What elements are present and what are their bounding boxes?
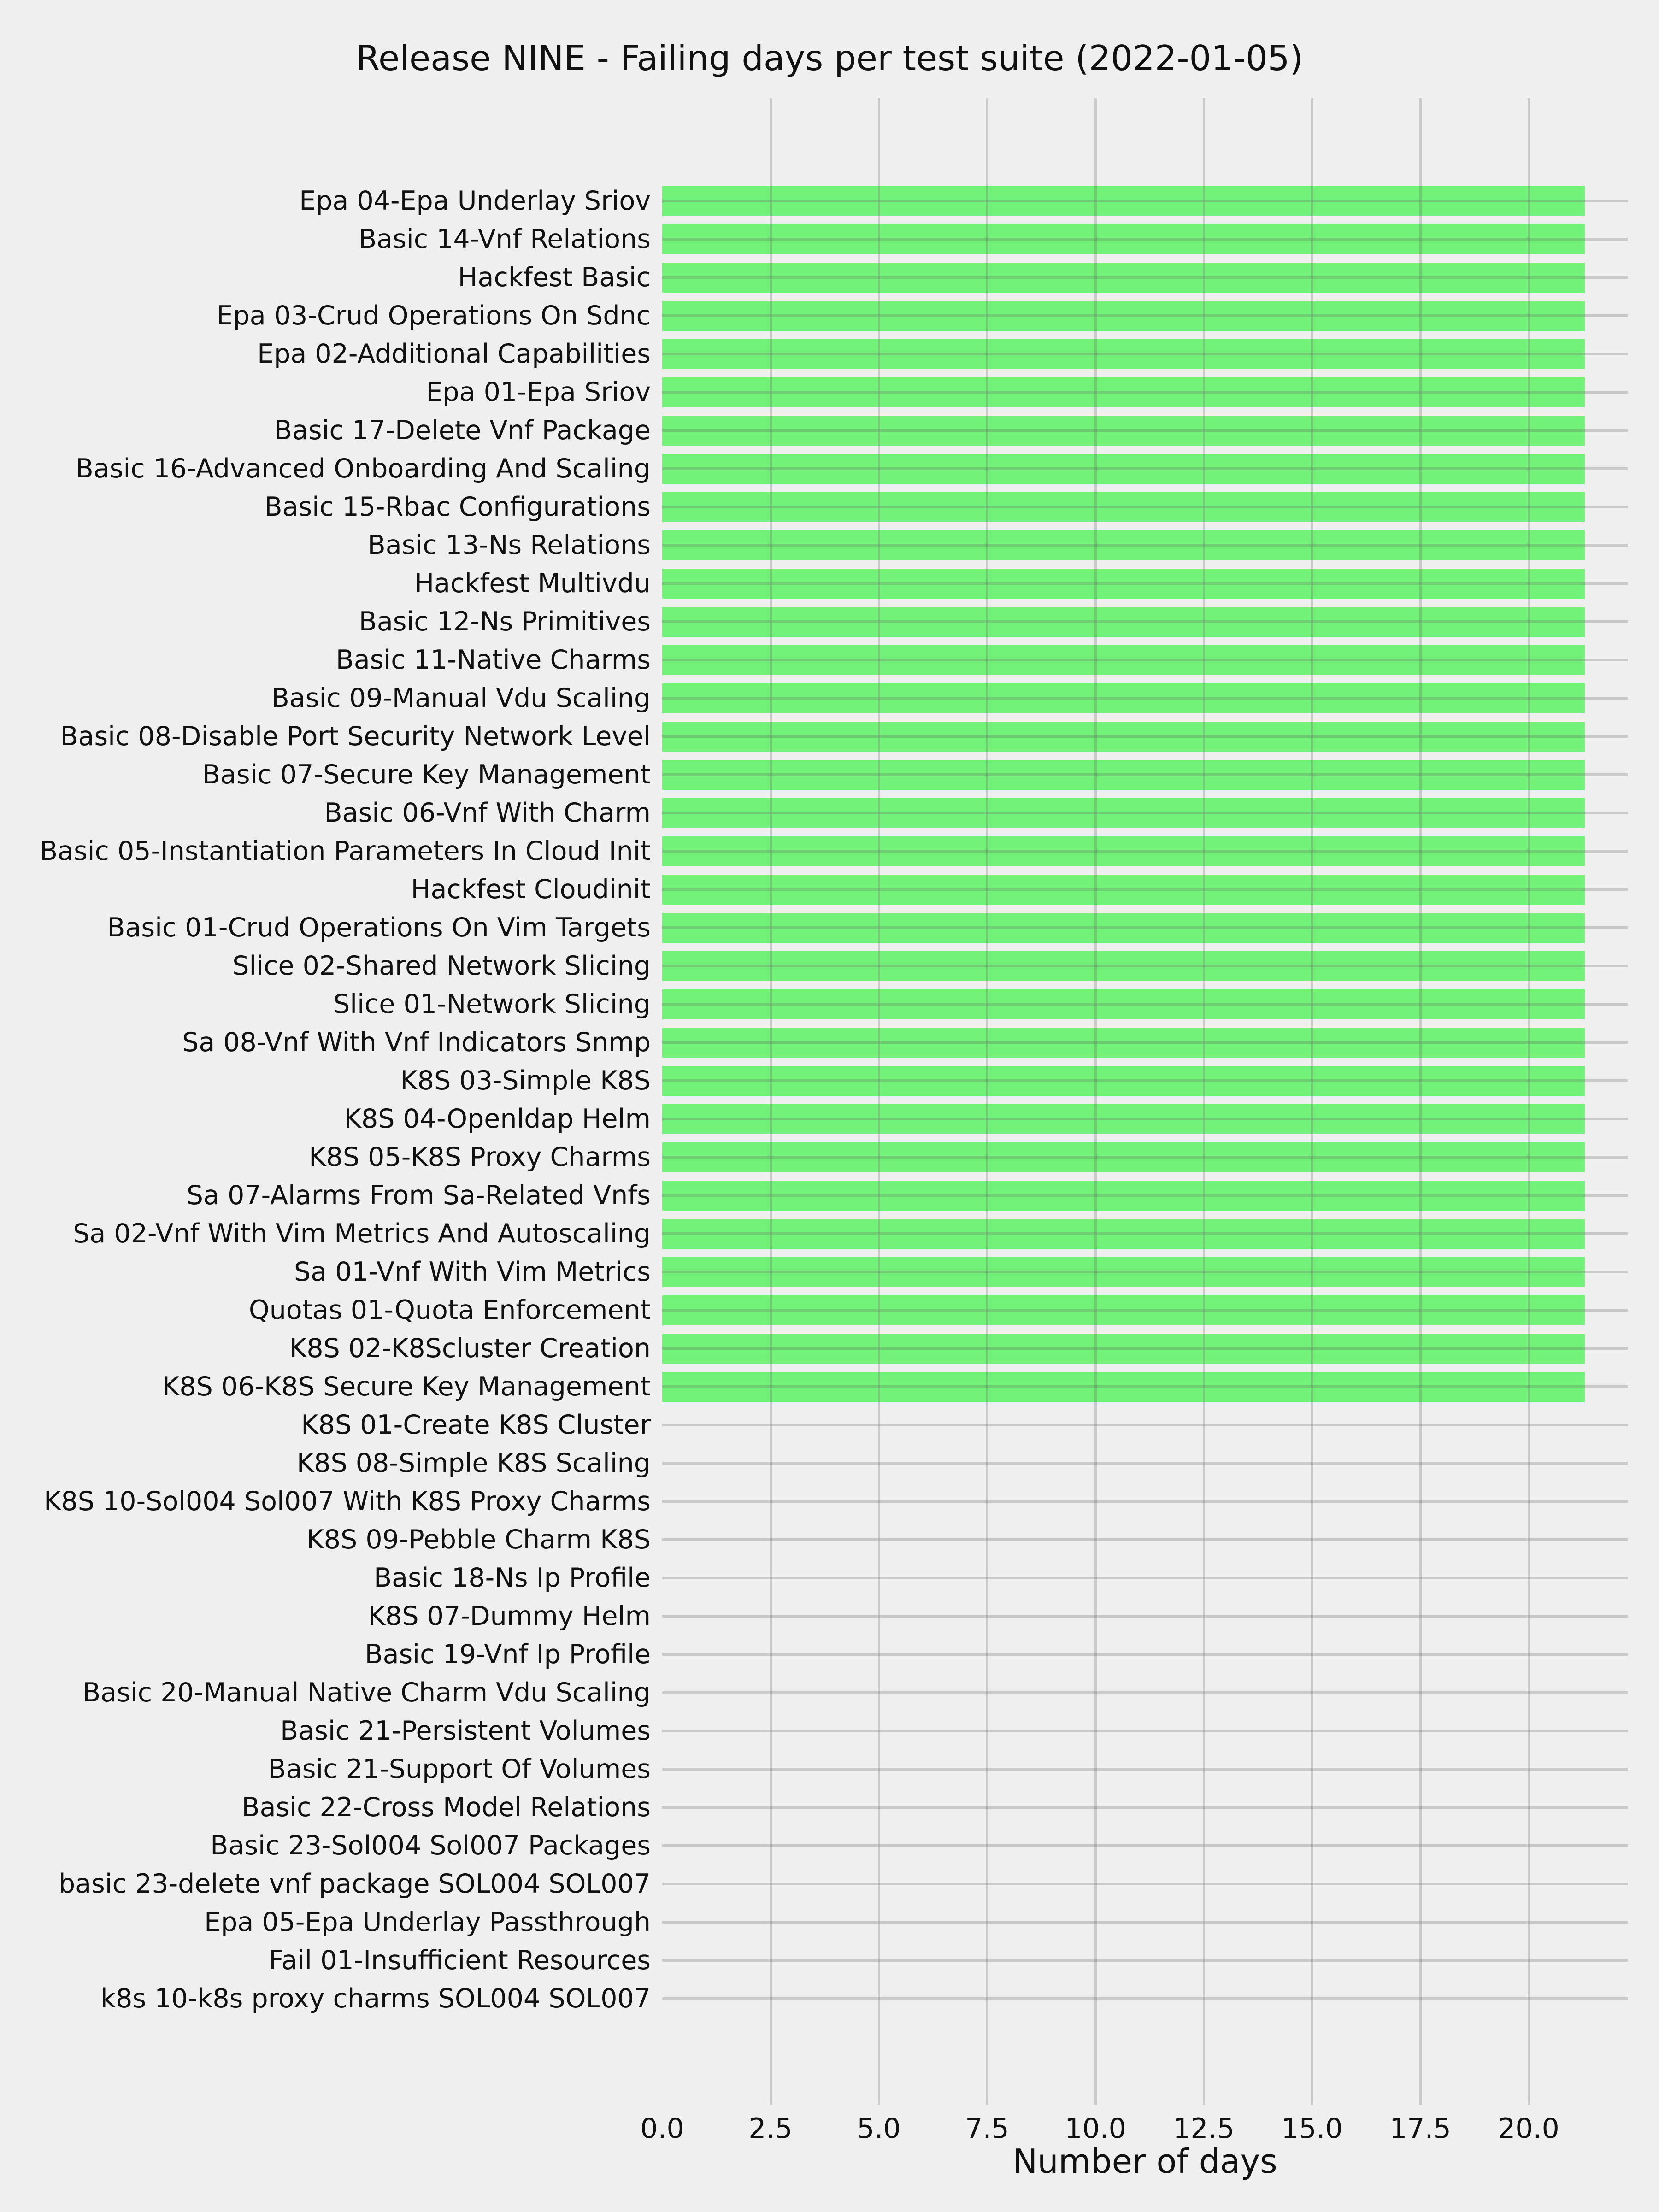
x-tick-label: 15.0	[1281, 2112, 1343, 2145]
y-tick-label: Basic 06-Vnf With Charm	[324, 798, 651, 828]
y-gridline	[662, 1118, 1628, 1120]
y-gridline	[662, 353, 1628, 355]
y-tick-label: Basic 20-Manual Native Charm Vdu Scaling	[82, 1677, 651, 1708]
x-tick-label: 12.5	[1173, 2112, 1235, 2145]
y-tick-label: Basic 09-Manual Vdu Scaling	[271, 683, 651, 713]
y-tick-label: Basic 22-Cross Model Relations	[241, 1792, 651, 1823]
y-gridline	[662, 1079, 1628, 1082]
y-tick-label: K8S 06-K8S Secure Key Management	[162, 1371, 651, 1402]
y-gridline	[662, 1653, 1628, 1656]
y-gridline	[662, 1003, 1628, 1006]
y-gridline	[662, 620, 1628, 623]
y-tick-label: Basic 18-Ns Ip Profile	[374, 1563, 651, 1593]
y-tick-label: Slice 01-Network Slicing	[333, 989, 651, 1019]
y-tick-label: Basic 11-Native Charms	[335, 645, 651, 675]
x-gridline	[1419, 98, 1422, 2105]
y-tick-label: Basic 16-Advanced Onboarding And Scaling	[75, 453, 651, 484]
y-tick-label: Basic 15-Rbac Configurations	[264, 492, 651, 522]
y-gridline	[662, 659, 1628, 661]
y-gridline	[662, 926, 1628, 929]
y-tick-label: Hackfest Cloudinit	[411, 874, 651, 905]
x-tick-label: 10.0	[1065, 2112, 1126, 2145]
x-tick-label: 0.0	[640, 2112, 684, 2145]
y-gridline	[662, 276, 1628, 279]
y-tick-label: Basic 21-Support Of Volumes	[268, 1754, 651, 1784]
x-tick-label: 2.5	[748, 2112, 793, 2145]
y-gridline	[662, 1997, 1628, 2000]
y-gridline	[662, 1462, 1628, 1465]
y-gridline	[662, 544, 1628, 547]
y-gridline	[662, 1500, 1628, 1503]
y-tick-label: K8S 08-Simple K8S Scaling	[296, 1448, 651, 1478]
y-gridline	[662, 1538, 1628, 1541]
y-gridline	[662, 1691, 1628, 1694]
y-gridline	[662, 1041, 1628, 1044]
y-tick-label: Hackfest Basic	[458, 262, 651, 293]
y-gridline	[662, 1232, 1628, 1235]
y-gridline	[662, 391, 1628, 394]
y-tick-label: Basic 13-Ns Relations	[367, 530, 651, 560]
y-gridline	[662, 1959, 1628, 1962]
y-gridline	[662, 467, 1628, 470]
y-gridline	[662, 1577, 1628, 1579]
x-tick-label: 5.0	[857, 2112, 901, 2145]
x-tick-label: 17.5	[1389, 2112, 1451, 2145]
y-gridline	[662, 506, 1628, 508]
y-gridline	[662, 773, 1628, 776]
y-gridline	[662, 850, 1628, 853]
y-gridline	[662, 429, 1628, 432]
x-tick-label: 20.0	[1498, 2112, 1559, 2145]
y-gridline	[662, 200, 1628, 202]
x-gridline	[1094, 98, 1097, 2105]
y-tick-label: Fail 01-Insufficient Resources	[268, 1945, 651, 1976]
y-gridline	[662, 314, 1628, 317]
y-tick-label: K8S 07-Dummy Helm	[368, 1601, 651, 1631]
y-tick-label: Epa 04-Epa Underlay Sriov	[299, 186, 651, 216]
y-gridline	[662, 1806, 1628, 1809]
y-tick-label: Sa 01-Vnf With Vim Metrics	[294, 1257, 651, 1287]
y-gridline	[662, 1156, 1628, 1159]
y-gridline	[662, 1424, 1628, 1426]
x-gridline	[878, 98, 880, 2105]
y-gridline	[662, 697, 1628, 700]
y-tick-label: K8S 10-Sol004 Sol007 With K8S Proxy Charms	[44, 1486, 651, 1517]
y-tick-label: K8S 03-Simple K8S	[400, 1065, 651, 1096]
x-tick-label: 7.5	[965, 2112, 1009, 2145]
chart-title: Release NINE - Failing days per test suite (2022-01-05)	[356, 38, 1303, 78]
y-tick-label: k8s 10-k8s proxy charms SOL004 SOL007	[100, 1983, 651, 2014]
y-gridline	[662, 1730, 1628, 1732]
y-gridline	[662, 1194, 1628, 1197]
x-gridline	[1528, 98, 1530, 2105]
y-tick-label: Sa 02-Vnf With Vim Metrics And Autoscaling	[73, 1218, 651, 1249]
y-tick-label: Basic 12-Ns Primitives	[359, 606, 651, 637]
y-tick-label: Basic 05-Instantiation Parameters In Cloud Init	[39, 836, 651, 866]
y-gridline	[662, 1921, 1628, 1924]
x-axis-label: Number of days	[1012, 2142, 1277, 2181]
y-gridline	[662, 1385, 1628, 1388]
y-tick-label: K8S 01-Create K8S Cluster	[301, 1410, 651, 1440]
y-gridline	[662, 1883, 1628, 1885]
y-tick-label: Hackfest Multivdu	[414, 568, 651, 599]
y-tick-label: Slice 02-Shared Network Slicing	[232, 951, 651, 981]
y-tick-label: Basic 19-Vnf Ip Profile	[365, 1639, 651, 1670]
y-tick-label: Epa 01-Epa Sriov	[426, 377, 651, 407]
y-tick-label: Basic 17-Delete Vnf Package	[274, 415, 651, 446]
y-gridline	[662, 888, 1628, 891]
y-gridline	[662, 1615, 1628, 1618]
x-gridline	[1311, 98, 1313, 2105]
y-gridline	[662, 965, 1628, 967]
y-tick-label: Basic 14-Vnf Relations	[359, 224, 651, 254]
y-gridline	[662, 1271, 1628, 1273]
x-gridline	[770, 98, 772, 2105]
y-tick-label: Basic 07-Secure Key Management	[202, 759, 651, 790]
y-tick-label: Epa 02-Additional Capabilities	[257, 339, 651, 369]
y-tick-label: Basic 21-Persistent Volumes	[280, 1716, 651, 1746]
plot-area	[662, 98, 1628, 2105]
y-tick-label: K8S 09-Pebble Charm K8S	[306, 1524, 651, 1555]
x-gridline	[986, 98, 988, 2105]
y-tick-label: Epa 05-Epa Underlay Passthrough	[204, 1907, 651, 1937]
y-tick-label: Sa 07-Alarms From Sa-Related Vnfs	[186, 1180, 651, 1211]
y-tick-label: Basic 23-Sol004 Sol007 Packages	[210, 1830, 651, 1861]
y-tick-label: K8S 04-Openldap Helm	[344, 1104, 651, 1134]
y-tick-label: Sa 08-Vnf With Vnf Indicators Snmp	[182, 1027, 651, 1058]
x-gridline	[1203, 98, 1205, 2105]
y-gridline	[662, 582, 1628, 585]
y-gridline	[662, 812, 1628, 814]
y-gridline	[662, 735, 1628, 738]
y-tick-label: Basic 01-Crud Operations On Vim Targets	[107, 912, 651, 943]
y-gridline	[662, 1347, 1628, 1350]
y-tick-label: Epa 03-Crud Operations On Sdnc	[216, 300, 651, 331]
y-tick-label: K8S 05-K8S Proxy Charms	[309, 1142, 651, 1172]
y-tick-label: basic 23-delete vnf package SOL004 SOL007	[58, 1869, 651, 1899]
y-gridline	[662, 1768, 1628, 1771]
y-tick-label: K8S 02-K8Scluster Creation	[289, 1333, 651, 1364]
y-tick-label: Quotas 01-Quota Enforcement	[248, 1295, 651, 1325]
y-gridline	[662, 1844, 1628, 1847]
y-gridline	[662, 238, 1628, 241]
y-tick-label: Basic 08-Disable Port Security Network Level	[60, 721, 651, 752]
y-gridline	[662, 1309, 1628, 1312]
